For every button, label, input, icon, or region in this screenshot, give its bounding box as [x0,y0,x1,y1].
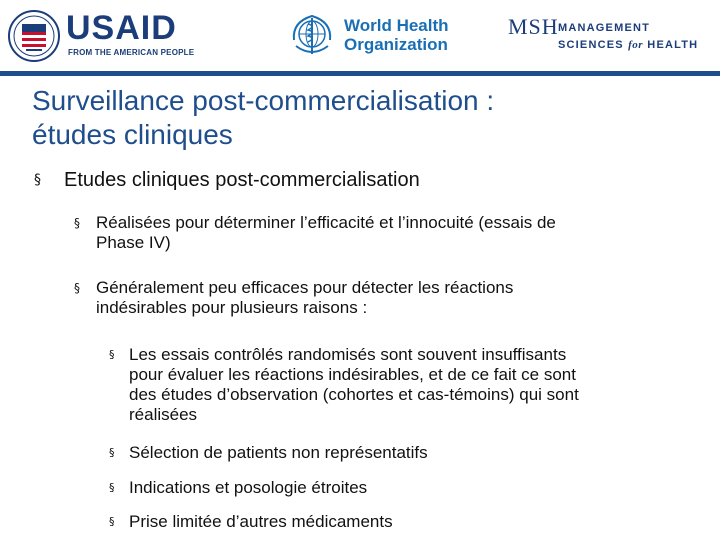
bullet-text: Réalisées pour déterminer l’efficacité et l’innocuité (essais de Phase IV) [96,213,556,252]
who-logo [286,10,456,60]
logo-band [0,0,720,70]
bullet-level3 [109,478,669,498]
usaid-seal-icon [8,10,60,62]
bullet-marker: § [34,172,41,188]
usaid-logo [8,9,195,60]
bullet-text: Etudes cliniques post-commercialisation [64,169,420,191]
bullet-marker: § [109,481,115,494]
usaid-wordmark: USAID [66,9,177,47]
who-name-line1: World Health [344,16,449,35]
bullet-text: Prise limitée d’autres médicaments [129,512,393,531]
bullet-text: Généralement peu efficaces pour détecter les réactions indésirables pour plusieurs raisons : [96,278,514,317]
bullet-level1 [34,168,674,192]
msh-line2 [558,39,698,51]
msh-line1: MANAGEMENT [558,22,651,34]
bullet-marker: § [74,281,80,295]
bullet-marker: § [109,446,115,459]
bullet-level3 [109,512,669,532]
slide-title-line2: études cliniques [32,119,233,150]
bullet-level2 [74,278,674,318]
bullet-text: Les essais contrôlés randomisés sont souvent insuffisants pour évaluer les réactions indésirables, et de ce fait ce sont des études d’observation (cohortes et cas-témoins) qui sont réalisées [129,345,579,424]
slide-title-line1: Surveillance post-commercialisation : [32,85,495,116]
who-name-line2: Organization [344,35,448,54]
bullet-marker: § [109,348,115,361]
who-emblem-icon [286,10,338,60]
msh-logo [508,12,708,58]
usaid-tagline: FROM THE AMERICAN PEOPLE [68,48,195,57]
bullet-text: Sélection de patients non représentatifs [129,443,428,462]
who-name [344,16,454,54]
slide-title [32,84,692,152]
bullet-level3 [109,443,669,463]
msh-mark: MSH [508,14,559,39]
bullet-marker: § [109,515,115,528]
msh-line2-a: SCIENCES [558,39,629,51]
bullet-level2 [74,213,674,253]
bullet-level3 [109,345,669,425]
header-divider [0,71,720,76]
msh-line2-c: HEALTH [643,39,699,51]
bullet-text: Indications et posologie étroites [129,478,368,497]
bullet-marker: § [74,216,80,230]
msh-line2-b: for [628,39,644,51]
